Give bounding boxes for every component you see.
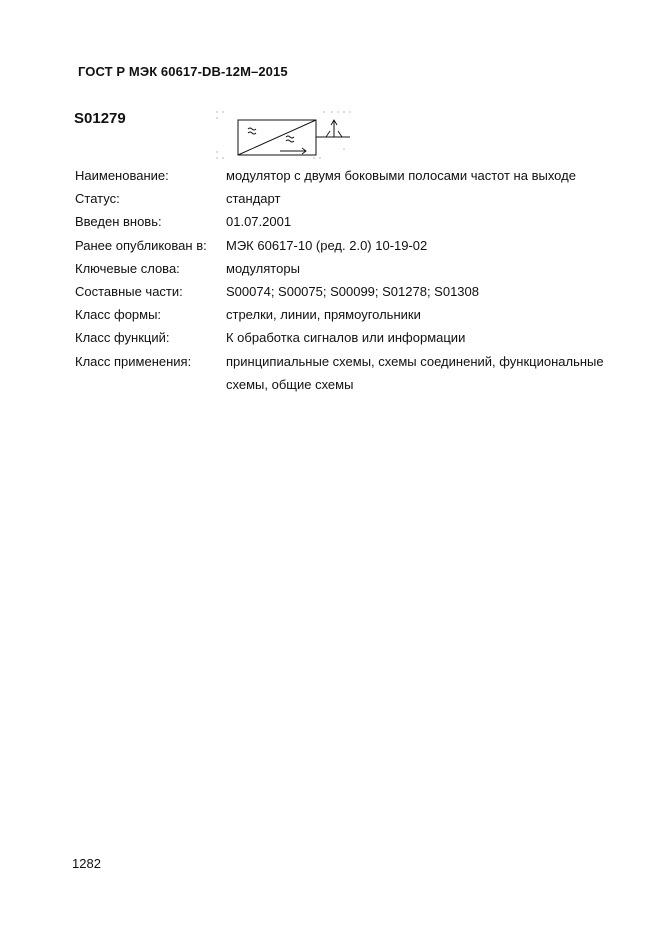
- value-keywords: модуляторы: [226, 260, 300, 276]
- label-empty: [75, 373, 226, 396]
- row-published: [75, 234, 635, 257]
- row-keywords: [75, 257, 635, 280]
- row-application-class: [75, 350, 635, 373]
- row-introduced: [75, 210, 635, 233]
- symbol-code: S01279: [74, 110, 126, 127]
- value-name: модулятор с двумя боковыми полосами частот на выходе: [226, 168, 576, 183]
- label-introduced: Введен вновь:: [75, 214, 162, 230]
- value-application-class: принципиальные схемы, схемы соединений, функциональные: [226, 353, 604, 369]
- document-header: ГОСТ Р МЭК 60617-DB-12M–2015: [78, 64, 288, 79]
- value-status: стандарт: [226, 191, 281, 207]
- row-application-class-cont: [75, 373, 635, 396]
- value-function-class: К обработка сигналов или информации: [226, 330, 466, 346]
- value-components: S00074; S00075; S00099; S01278; S01308: [226, 284, 479, 300]
- row-shape-class: [75, 303, 635, 326]
- label-application-class: Класс применения:: [75, 353, 192, 369]
- label-keywords: Ключевые слова:: [75, 260, 180, 276]
- value-introduced: 01.07.2001: [226, 214, 292, 230]
- row-function-class: [75, 326, 635, 349]
- label-published: Ранее опубликован в:: [75, 237, 207, 253]
- value-published: МЭК 60617-10 (ред. 2.0) 10-19-02: [226, 237, 428, 253]
- row-status: [75, 187, 635, 210]
- row-name: [75, 164, 635, 187]
- label-function-class: Класс функций:: [75, 330, 170, 346]
- label-components: Составные части:: [75, 284, 183, 300]
- row-components: [75, 280, 635, 303]
- page-number: 1282: [72, 856, 101, 871]
- modulator-symbol-icon: [214, 109, 354, 161]
- attribute-table: [75, 164, 635, 396]
- value-application-class-cont: схемы, общие схемы: [226, 376, 354, 392]
- label-name: Наименование:: [75, 168, 169, 183]
- value-shape-class: стрелки, линии, прямоугольники: [226, 307, 421, 323]
- label-status: Статус:: [75, 191, 120, 207]
- label-shape-class: Класс формы:: [75, 307, 162, 323]
